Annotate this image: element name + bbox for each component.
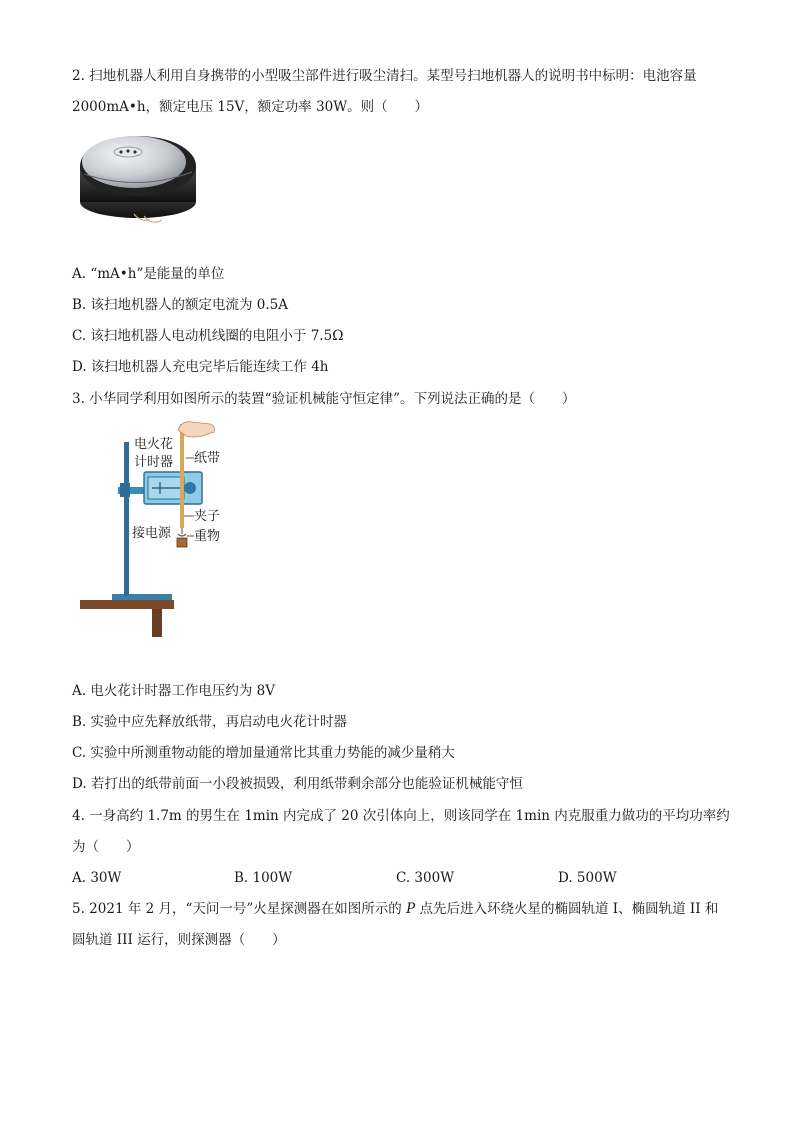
paper-tape bbox=[180, 424, 184, 528]
table-top bbox=[80, 600, 174, 609]
stand-rod bbox=[124, 442, 129, 596]
table-leg bbox=[152, 609, 162, 637]
label-power: 接电源 bbox=[132, 526, 172, 541]
q5-stem-line1 bbox=[72, 899, 718, 919]
label-weight: 重物 bbox=[194, 529, 221, 544]
q5-stem-part1: 5. 2021 年 2 月，“天问一号”火星探测器在如图所示的 bbox=[72, 901, 407, 917]
label-tape: 纸带 bbox=[194, 451, 221, 466]
apparatus-figure bbox=[76, 416, 236, 640]
q4-option-c: C. 300W bbox=[396, 870, 455, 886]
q5-stem-line2: 圆轨道 III 运行，则探测器（ ） bbox=[72, 932, 286, 948]
q3-option-b: B. 实验中应先释放纸带，再启动电火花计时器 bbox=[72, 714, 348, 730]
q4-stem-line2: 为（ ） bbox=[72, 839, 140, 855]
robot-vacuum-image bbox=[74, 122, 202, 230]
q4-option-d: D. 500W bbox=[558, 870, 617, 886]
q3-option-d: D. 若打出的纸带前面一小段被损毁，利用纸带剩余部分也能验证机械能守恒 bbox=[72, 776, 523, 792]
q3-stem: 3. 小华同学利用如图所示的装置“验证机械能守恒定律”。下列说法正确的是（ ） bbox=[72, 391, 576, 407]
q4-option-b: B. 100W bbox=[234, 870, 293, 886]
label-clip: 夹子 bbox=[194, 509, 221, 524]
q4-stem-line1: 4. 一身高约 1.7m 的男生在 1min 内完成了 20 次引体向上，则该同学在 1min 内克服重力做功的平均功率约 bbox=[72, 808, 730, 824]
q3-option-a: A. 电火花计时器工作电压约为 8V bbox=[72, 683, 275, 699]
q2-stem-line2: 2000mA•h，额定电压 15V，额定功率 30W。则（ ） bbox=[72, 99, 429, 115]
robot-vacuum-illustration bbox=[74, 122, 202, 230]
q2-option-d: D. 该扫地机器人充电完毕后能连续工作 4h bbox=[72, 359, 329, 375]
weight-block bbox=[177, 538, 187, 547]
q2-stem-line1: 2. 扫地机器人利用自身携带的小型吸尘部件进行吸尘清扫。某型号扫地机器人的说明书中标明：电池容量 bbox=[72, 68, 697, 84]
q5-point-p: P bbox=[406, 901, 416, 917]
apparatus-illustration bbox=[76, 416, 236, 640]
q5-stem-part2: 点先后进入环绕火星的椭圆轨道 I、椭圆轨道 II 和 bbox=[415, 901, 719, 917]
q2-option-a: A. “mA•h”是能量的单位 bbox=[72, 266, 225, 282]
q2-option-b: B. 该扫地机器人的额定电流为 0.5A bbox=[72, 297, 289, 313]
label-timer-2: 计时器 bbox=[134, 455, 174, 470]
label-timer-1: 电火花 bbox=[134, 437, 174, 452]
q2-option-c: C. 该扫地机器人电动机线圈的电阻小于 7.5Ω bbox=[72, 328, 344, 344]
q4-option-a: A. 30W bbox=[72, 870, 122, 886]
q3-option-c: C. 实验中所测重物动能的增加量通常比其重力势能的减少量稍大 bbox=[72, 745, 455, 761]
